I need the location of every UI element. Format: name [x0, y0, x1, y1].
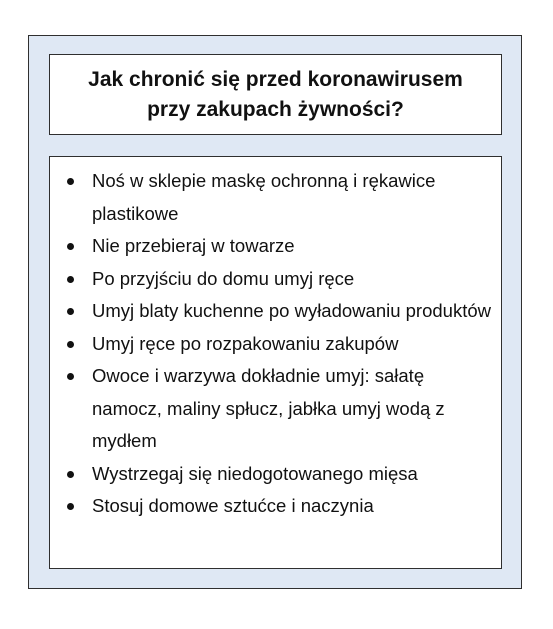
list-item-text: Stosuj domowe sztućce i naczynia [92, 495, 374, 516]
bullet-icon [67, 243, 74, 250]
list-item-text: Po przyjściu do domu umyj ręce [92, 267, 355, 289]
bullet-icon [67, 276, 74, 283]
infographic-panel [28, 35, 522, 589]
list-item [62, 230, 491, 263]
list-item [62, 328, 491, 361]
bullet-icon [67, 373, 74, 380]
list-item [62, 165, 491, 230]
title-box [49, 54, 502, 135]
list-item-text: Noś w sklepie maskę ochronną i rękawice plastikowe [92, 170, 436, 224]
bullet-icon [67, 178, 74, 185]
page-title [88, 65, 463, 125]
tips-list [62, 165, 491, 523]
list-item [62, 263, 491, 296]
tips-box [49, 156, 502, 569]
bullet-icon [67, 341, 74, 348]
list-item-text: Owoce i warzywa dokładnie umyj: sałatę namocz, maliny spłucz, jabłka umyj wodą z mydłem [92, 365, 445, 451]
list-item [62, 490, 491, 523]
list-item-text: Wystrzegaj się niedogotowanego mięsa [92, 462, 418, 484]
list-item-text: Umyj blaty kuchenne po wyładowaniu produktów [92, 300, 491, 321]
bullet-icon [67, 503, 74, 510]
list-item-text: Nie przebieraj w towarze [92, 235, 295, 256]
list-item-text: Umyj ręce po rozpakowaniu zakupów [92, 332, 399, 354]
bullet-icon [67, 471, 74, 478]
title-line-1: Jak chronić się przed koronawirusem [88, 67, 463, 91]
list-item [62, 458, 491, 491]
list-item [62, 295, 491, 328]
list-item [62, 360, 491, 458]
bullet-icon [67, 308, 74, 315]
title-line-2: przy zakupach żywności? [147, 97, 404, 121]
